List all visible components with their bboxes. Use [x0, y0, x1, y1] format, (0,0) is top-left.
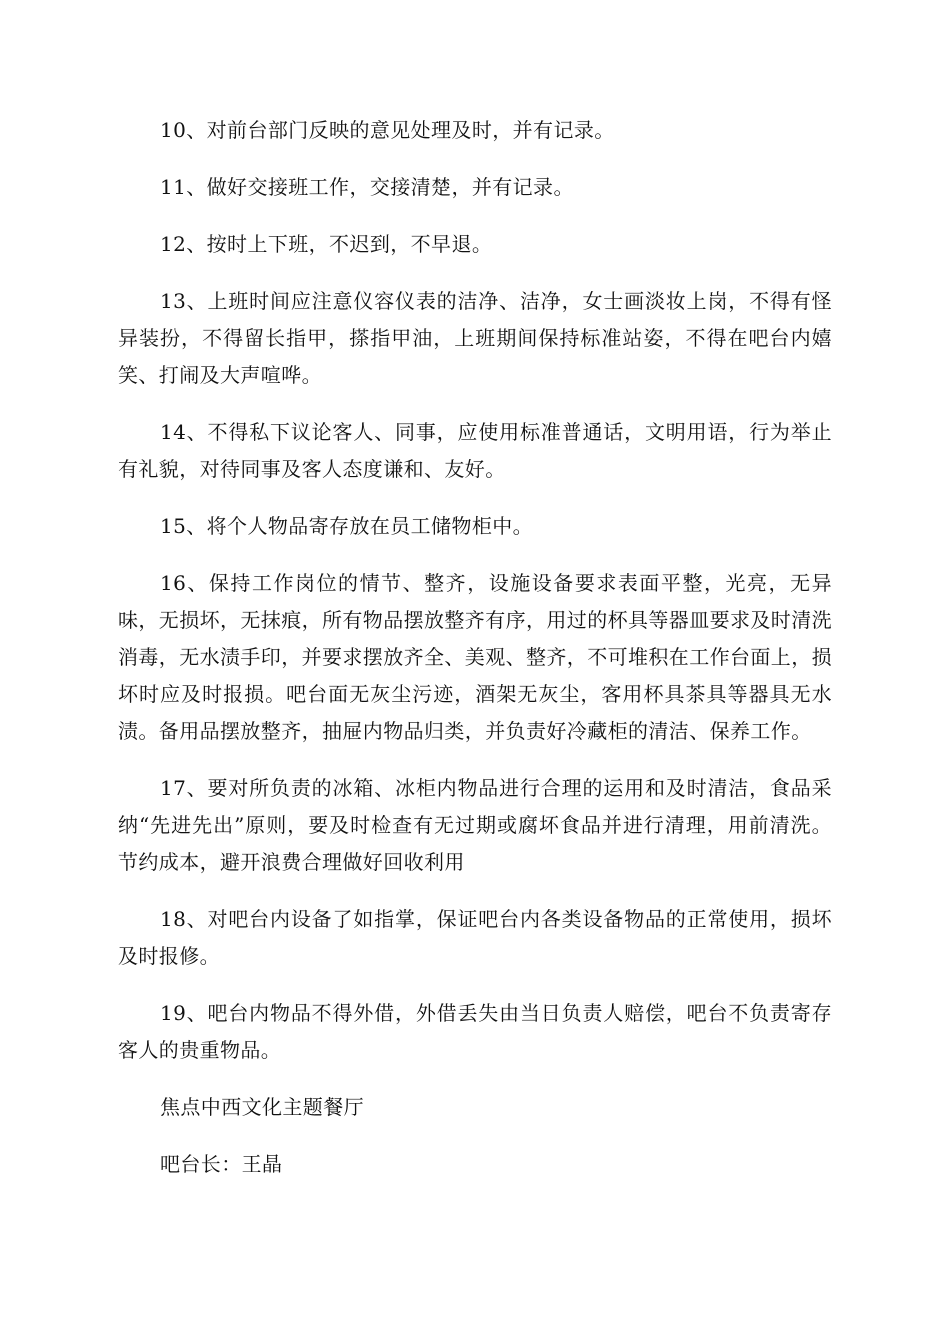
rule-item-18: 18、对吧台内设备了如指掌，保证吧台内各类设备物品的正常使用，损坏及时报修。 [118, 907, 832, 968]
document-body [118, 112, 832, 1203]
restaurant-name: 焦点中西文化主题餐厅 [160, 1095, 364, 1119]
rule-item-19: 19、吧台内物品不得外借，外借丢失由当日负责人赔偿，吧台不负责寄存客人的贵重物品。 [118, 1001, 832, 1062]
rule-item-11: 11、做好交接班工作，交接清楚，并有记录。 [160, 175, 574, 199]
rule-item-16: 16、保持工作岗位的情节、整齐，设施设备要求表面平整，光亮，无异味，无损坏，无抹痕，所有物品摆放整齐有序，用过的杯具等器皿要求及时清洗消毒，无水渍手印，并要求摆放齐全、美观、整齐，不可堆积在工作台面上，损坏时应及时报损。吧台面无灰尘污迹，酒架无灰尘，客用杯具茶具等器具无水渍。备用品摆放整齐，抽屉内物品归类，并负责好冷藏柜的清洁、保养工作。 [118, 571, 832, 743]
rule-item-14: 14、不得私下议论客人、同事，应使用标准普通话，文明用语，行为举止有礼貌，对待同事及客人态度谦和、友好。 [118, 420, 832, 481]
rule-item-12: 12、按时上下班，不迟到，不早退。 [160, 232, 493, 256]
rule-item-17: 17、要对所负责的冰箱、冰柜内物品进行合理的运用和及时清洁，食品采纳“先进先出”原则，要及时检查有无过期或腐坏食品并进行清理，用前清洗。节约成本，避开浪费合理做好回收利用 [118, 776, 832, 874]
signature-line: 吧台长：王晶 [160, 1152, 283, 1176]
rule-item-13: 13、上班时间应注意仪容仪表的洁净、洁净，女士画淡妆上岗，不得有怪异装扮，不得留长指甲，搽指甲油，上班期间保持标准站姿，不得在吧台内嬉笑、打闹及大声喧哗。 [118, 289, 832, 387]
rule-item-10: 10、对前台部门反映的意见处理及时，并有记录。 [160, 118, 615, 142]
rule-item-15: 15、将个人物品寄存放在员工储物柜中。 [160, 514, 534, 538]
